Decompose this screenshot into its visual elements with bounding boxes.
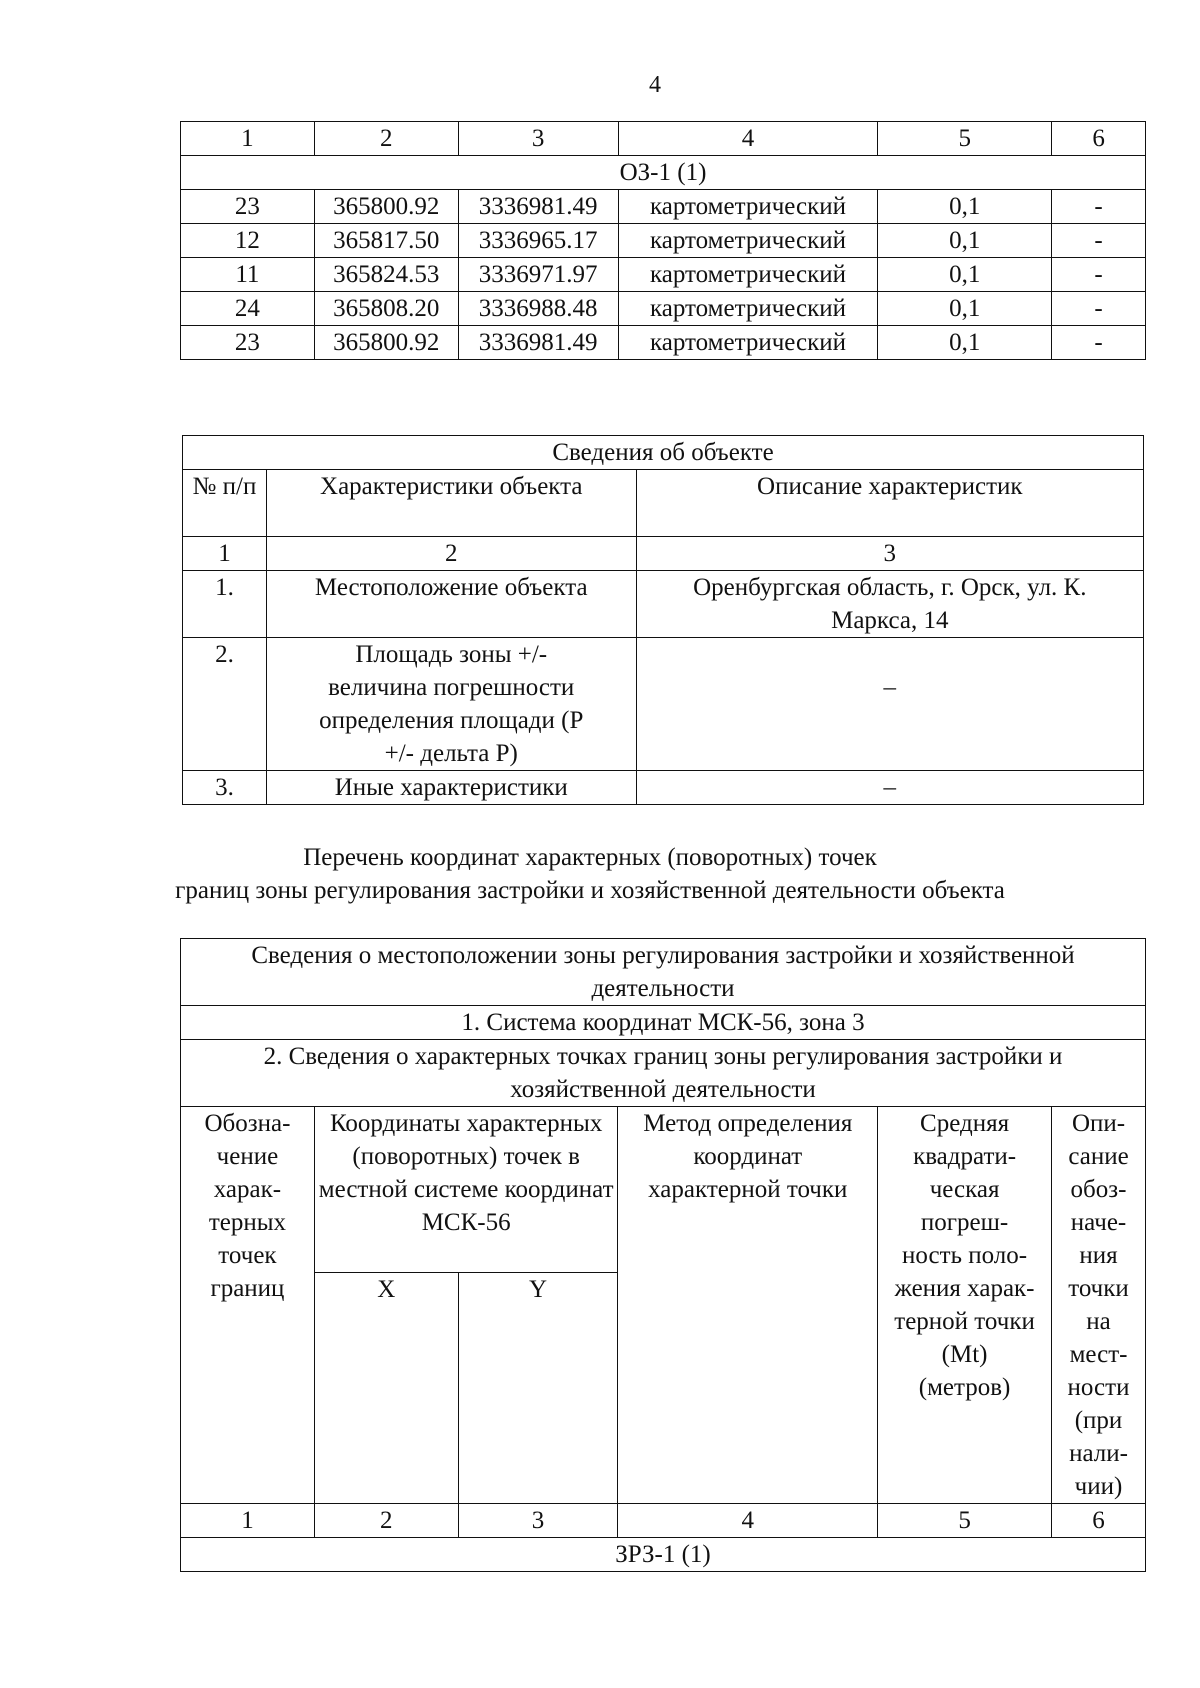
error: 0,1: [878, 326, 1052, 360]
point-id: 23: [181, 190, 315, 224]
error: 0,1: [878, 292, 1052, 326]
coord-y: 3336971.97: [458, 258, 618, 292]
col-number: 3: [458, 1504, 618, 1538]
table-header-numbers-row: [181, 122, 1146, 156]
section-label-row: [181, 156, 1146, 190]
col-number: 1: [183, 537, 267, 571]
col-number: 3: [636, 537, 1143, 571]
table-row: [181, 224, 1146, 258]
point-id: 11: [181, 258, 315, 292]
table-title: Сведения об объекте: [183, 436, 1144, 470]
characteristic-value: Оренбургская область, г. Орск, ул. К. Маркса, 14: [636, 571, 1143, 638]
col-header-designation: Обозна-чение харак-терных точек границ: [181, 1107, 315, 1504]
error: 0,1: [878, 258, 1052, 292]
col-number: 5: [878, 122, 1052, 156]
object-info-table: [182, 435, 1144, 805]
list-heading-line1: Перечень координат характерных (поворотных) точек: [303, 844, 877, 871]
table-row: [183, 571, 1144, 638]
col-header-method: Метод определения координат характерной точки: [618, 1107, 878, 1504]
col-header-error: Средняя квадрати-ческая погреш-ность поло-жения харак-терной точки (Mt) (метров): [878, 1107, 1052, 1504]
col-number: 4: [618, 122, 878, 156]
row-number: 2.: [183, 638, 267, 771]
coord-y: 3336965.17: [458, 224, 618, 258]
description: -: [1052, 292, 1146, 326]
section-label: ОЗ-1 (1): [181, 156, 1146, 190]
table-row: [183, 638, 1144, 771]
col-header-description: Опи-сание обоз-наче-ния точки на мест-ности (при нали-чии): [1052, 1107, 1146, 1504]
col-number: 1: [181, 122, 315, 156]
points-title-row: [181, 1040, 1146, 1107]
col-header-x: X: [314, 1273, 458, 1504]
coord-x: 365817.50: [314, 224, 458, 258]
col-numbers-row: [183, 537, 1144, 571]
table-title-row: [183, 436, 1144, 470]
coord-x: 365800.92: [314, 326, 458, 360]
characteristic-value: –: [636, 771, 1143, 805]
table-title-row: [181, 939, 1146, 1006]
characteristic: Иные характеристики: [266, 771, 636, 805]
coord-y: 3336981.49: [458, 190, 618, 224]
point-id: 12: [181, 224, 315, 258]
table-row: [183, 771, 1144, 805]
col-headers-row: [183, 470, 1144, 537]
row-number: 3.: [183, 771, 267, 805]
coord-y: 3336988.48: [458, 292, 618, 326]
col-number: 4: [618, 1504, 878, 1538]
table-row: [181, 292, 1146, 326]
system-row: [181, 1006, 1146, 1040]
section-label-row: [181, 1538, 1146, 1572]
coord-x: 365800.92: [314, 190, 458, 224]
error: 0,1: [878, 224, 1052, 258]
table-row: [181, 190, 1146, 224]
method: картометрический: [618, 224, 878, 258]
col-header-number: № п/п: [183, 470, 267, 537]
point-id: 24: [181, 292, 315, 326]
error: 0,1: [878, 190, 1052, 224]
col-header-y: Y: [458, 1273, 618, 1504]
table-title: Сведения о местоположении зоны регулирования застройки и хозяйственной деятельности: [181, 939, 1146, 1006]
list-heading-line2: границ зоны регулирования застройки и хозяйственной деятельности объекта: [175, 877, 1005, 904]
page-number: 4: [649, 72, 661, 98]
col-number: 2: [314, 1504, 458, 1538]
coordinate-system: 1. Система координат МСК-56, зона 3: [181, 1006, 1146, 1040]
characteristic: Площадь зоны +/- величина погрешности определения площади (P +/- дельта P): [266, 638, 636, 771]
col-header-description: Описание характеристик: [636, 470, 1143, 537]
zone-coordinates-table: [180, 938, 1146, 1572]
col-number: 6: [1052, 122, 1146, 156]
table-row: [181, 258, 1146, 292]
description: -: [1052, 326, 1146, 360]
characteristic: Местоположение объекта: [266, 571, 636, 638]
col-number: 2: [266, 537, 636, 571]
section-label: ЗРЗ-1 (1): [181, 1538, 1146, 1572]
method: картометрический: [618, 190, 878, 224]
coord-y: 3336981.49: [458, 326, 618, 360]
description: -: [1052, 190, 1146, 224]
coord-x: 365808.20: [314, 292, 458, 326]
oz-coordinates-table: [180, 121, 1146, 360]
method: картометрический: [618, 326, 878, 360]
col-numbers-row: [181, 1504, 1146, 1538]
col-number: 5: [878, 1504, 1052, 1538]
table-row: [181, 326, 1146, 360]
coord-x: 365824.53: [314, 258, 458, 292]
col-number: 1: [181, 1504, 315, 1538]
col-number: 3: [458, 122, 618, 156]
characteristic-value: –: [636, 638, 1143, 771]
description: -: [1052, 258, 1146, 292]
col-header-characteristic: Характеристики объекта: [266, 470, 636, 537]
point-id: 23: [181, 326, 315, 360]
row-number: 1.: [183, 571, 267, 638]
col-number: 6: [1052, 1504, 1146, 1538]
method: картометрический: [618, 292, 878, 326]
method: картометрический: [618, 258, 878, 292]
col-headers-row: [181, 1107, 1146, 1273]
col-header-coordinates: Координаты характерных (поворотных) точек в местной системе координат МСК-56: [314, 1107, 618, 1273]
col-number: 2: [314, 122, 458, 156]
description: -: [1052, 224, 1146, 258]
points-title: 2. Сведения о характерных точках границ зоны регулирования застройки и хозяйственной деятельности: [181, 1040, 1146, 1107]
